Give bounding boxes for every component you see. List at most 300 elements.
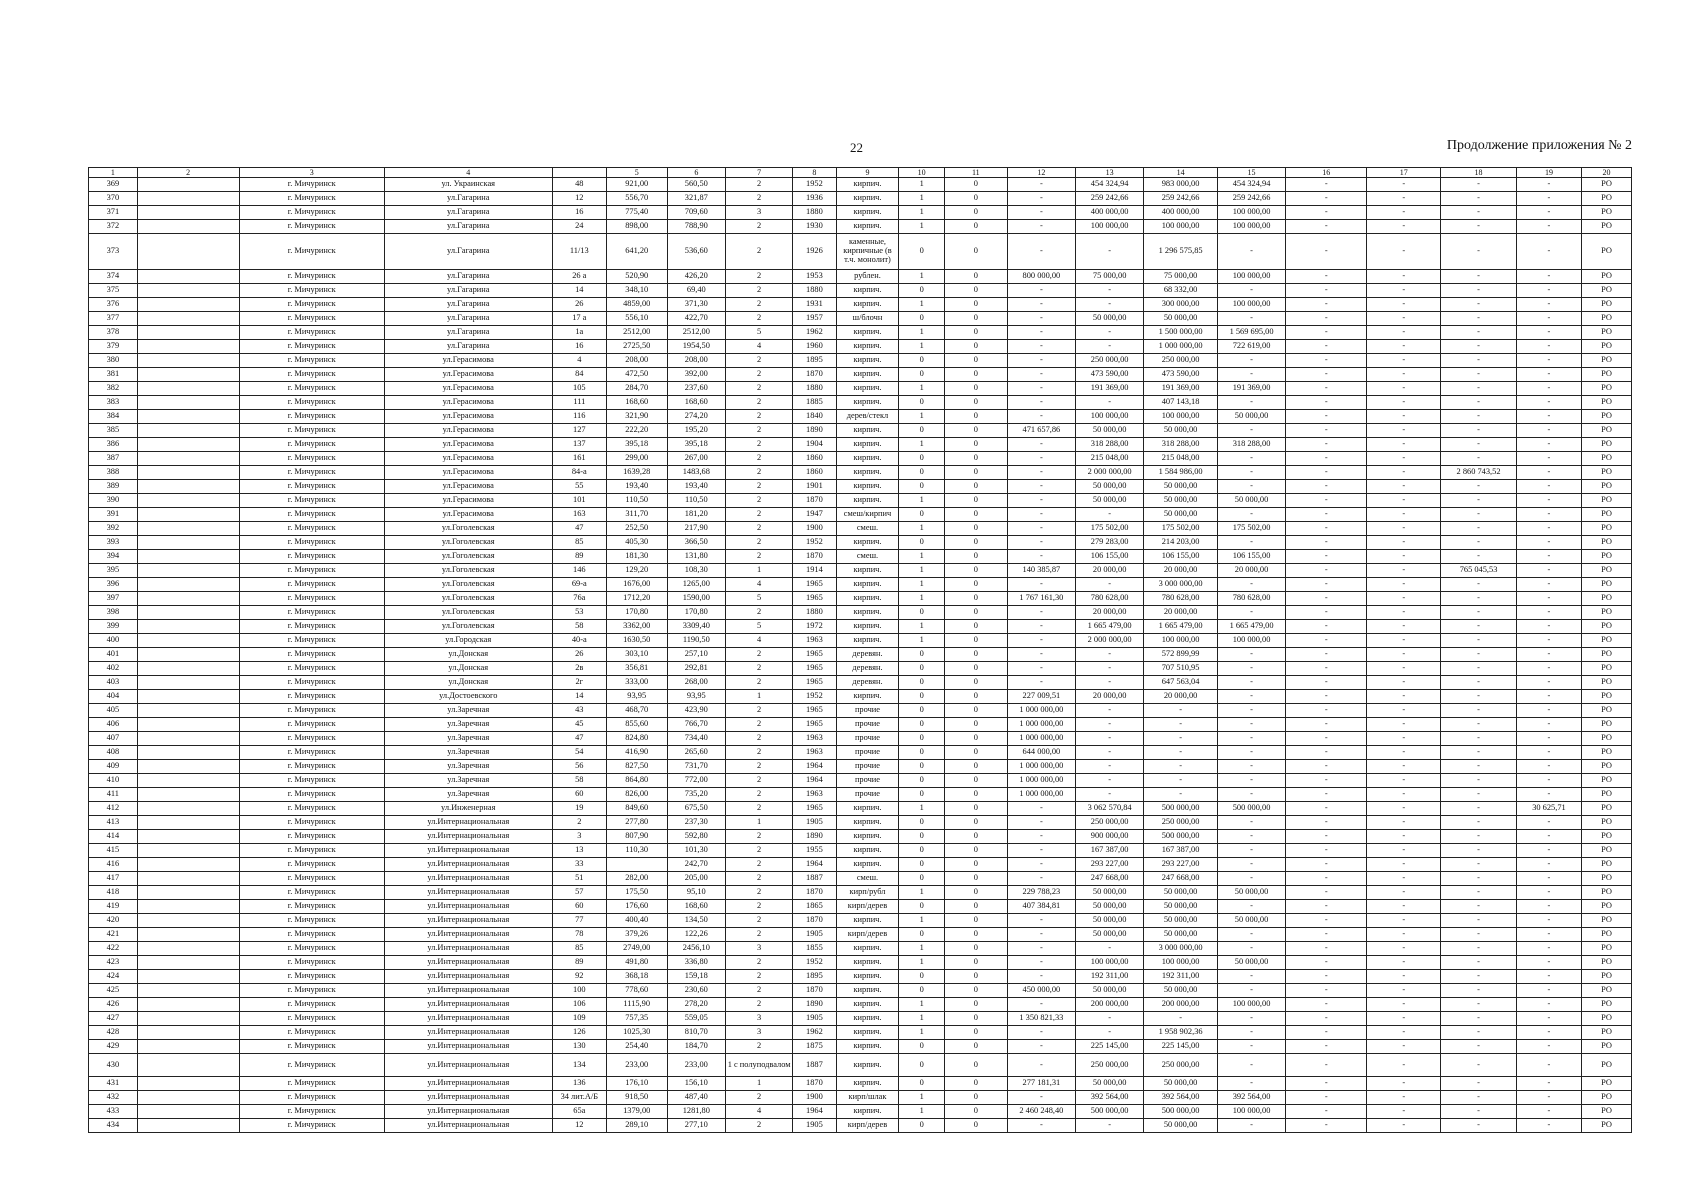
table-cell: 242,70 <box>667 858 726 872</box>
table-row <box>89 438 1632 452</box>
table-cell: 50 000,00 <box>1076 886 1144 900</box>
table-cell: 810,70 <box>667 1026 726 1040</box>
table-cell: кирпич. <box>836 816 899 830</box>
table-cell: г. Мичуринск <box>239 998 384 1012</box>
table-cell: - <box>1217 788 1285 802</box>
table-cell: 374 <box>89 270 138 284</box>
table-cell: 282,00 <box>606 872 667 886</box>
table-cell: - <box>1367 578 1441 592</box>
table-cell: 217,90 <box>667 522 726 536</box>
table-cell: 175 502,00 <box>1144 522 1218 536</box>
table-cell: 0 <box>944 914 1007 928</box>
table-cell: 849,60 <box>606 802 667 816</box>
table-cell: кирпич. <box>836 970 899 984</box>
table-cell: - <box>1076 774 1144 788</box>
table-cell: - <box>1286 998 1367 1012</box>
table-cell <box>137 424 239 438</box>
table-cell: - <box>1441 648 1517 662</box>
table-cell: - <box>1286 788 1367 802</box>
table-cell: - <box>1516 676 1581 690</box>
table-cell: 69-а <box>552 578 606 592</box>
table-cell: 1483,68 <box>667 466 726 480</box>
table-cell: ул. Украинская <box>384 178 552 192</box>
table-cell: - <box>1144 760 1218 774</box>
table-cell: 20 000,00 <box>1144 690 1218 704</box>
table-cell: - <box>1441 998 1517 1012</box>
table-cell: - <box>1516 578 1581 592</box>
table-cell: 75 000,00 <box>1144 270 1218 284</box>
table-cell: 0 <box>944 1012 1007 1026</box>
table-cell: 731,70 <box>667 760 726 774</box>
table-cell: 5 <box>726 592 793 606</box>
table-row <box>89 984 1632 998</box>
table-cell: 827,50 <box>606 760 667 774</box>
table-cell: 122,26 <box>667 928 726 942</box>
table-cell: 0 <box>944 844 1007 858</box>
table-cell: 54 <box>552 746 606 760</box>
table-cell: 3 000 000,00 <box>1144 578 1218 592</box>
table-cell: 400 000,00 <box>1144 206 1218 220</box>
table-cell: 93,95 <box>606 690 667 704</box>
table-cell: 167 387,00 <box>1076 844 1144 858</box>
table-cell: 1025,30 <box>606 1026 667 1040</box>
table-row <box>89 606 1632 620</box>
table-cell: - <box>1516 858 1581 872</box>
table-cell: 2 <box>726 956 793 970</box>
table-cell: 0 <box>944 220 1007 234</box>
table-cell: - <box>1441 984 1517 998</box>
table-cell: г. Мичуринск <box>239 592 384 606</box>
table-cell: 230,60 <box>667 984 726 998</box>
table-cell: 0 <box>944 956 1007 970</box>
table-cell: кирпич. <box>836 802 899 816</box>
table-cell: - <box>1367 732 1441 746</box>
table-cell: - <box>1286 564 1367 578</box>
table-cell: 101,30 <box>667 844 726 858</box>
table-cell: 0 <box>944 466 1007 480</box>
table-cell: РО <box>1581 592 1631 606</box>
table-cell: 1952 <box>793 178 836 192</box>
table-cell: 47 <box>552 522 606 536</box>
table-cell: 1 <box>899 1012 945 1026</box>
table-cell: 1 350 821,33 <box>1007 1012 1075 1026</box>
table-cell: 100 000,00 <box>1217 220 1285 234</box>
table-cell: 2456,10 <box>667 942 726 956</box>
table-cell: 11/13 <box>552 234 606 270</box>
table-cell: ул.Гагарина <box>384 284 552 298</box>
table-cell <box>137 1012 239 1026</box>
table-cell: 106 155,00 <box>1144 550 1218 564</box>
table-cell: 378 <box>89 326 138 340</box>
table-cell: 426,20 <box>667 270 726 284</box>
table-cell: 1901 <box>793 480 836 494</box>
table-cell: 487,40 <box>667 1091 726 1105</box>
table-cell: - <box>1286 872 1367 886</box>
table-cell: - <box>1286 886 1367 900</box>
table-cell: - <box>1516 452 1581 466</box>
table-cell: 1 000 000,00 <box>1007 718 1075 732</box>
table-cell: 1964 <box>793 760 836 774</box>
table-cell: 170,80 <box>606 606 667 620</box>
table-cell: - <box>1286 550 1367 564</box>
table-cell: РО <box>1581 270 1631 284</box>
table-cell: 110,50 <box>606 494 667 508</box>
table-cell: 1 <box>899 802 945 816</box>
table-cell <box>137 1091 239 1105</box>
table-cell: ул.Герасимова <box>384 424 552 438</box>
table-cell: РО <box>1581 536 1631 550</box>
table-cell <box>137 192 239 206</box>
table-cell: 2749,00 <box>606 942 667 956</box>
table-cell: 0 <box>899 1119 945 1133</box>
table-cell: 0 <box>944 410 1007 424</box>
table-cell: ул.Герасимова <box>384 494 552 508</box>
table-cell: 1965 <box>793 802 836 816</box>
table-cell: 772,00 <box>667 774 726 788</box>
table-cell: г. Мичуринск <box>239 480 384 494</box>
table-cell: 675,50 <box>667 802 726 816</box>
table-cell: - <box>1076 718 1144 732</box>
table-cell: ул.Донская <box>384 676 552 690</box>
table-cell: 192 311,00 <box>1144 970 1218 984</box>
table-cell: 1900 <box>793 1091 836 1105</box>
table-cell: 1630,50 <box>606 634 667 648</box>
table-cell: РО <box>1581 942 1631 956</box>
table-cell: 1887 <box>793 1054 836 1077</box>
table-cell: г. Мичуринск <box>239 872 384 886</box>
table-cell: 1962 <box>793 1026 836 1040</box>
table-cell: 644 000,00 <box>1007 746 1075 760</box>
table-cell: - <box>1367 424 1441 438</box>
table-cell: - <box>1441 844 1517 858</box>
table-cell: 20 000,00 <box>1076 606 1144 620</box>
table-cell: 0 <box>944 900 1007 914</box>
table-cell: 110,50 <box>667 494 726 508</box>
table-cell: 1 000 000,00 <box>1007 774 1075 788</box>
table-cell: 2 <box>726 270 793 284</box>
table-cell: 376 <box>89 298 138 312</box>
table-cell: 0 <box>899 788 945 802</box>
table-cell: 368,18 <box>606 970 667 984</box>
table-cell: - <box>1441 270 1517 284</box>
table-cell: г. Мичуринск <box>239 396 384 410</box>
table-cell: 3 <box>726 1012 793 1026</box>
table-row <box>89 620 1632 634</box>
table-cell: - <box>1441 746 1517 760</box>
table-cell: 375 <box>89 284 138 298</box>
table-cell: РО <box>1581 564 1631 578</box>
table-cell: - <box>1516 718 1581 732</box>
table-cell: - <box>1441 220 1517 234</box>
table-cell: - <box>1144 704 1218 718</box>
table-cell: - <box>1516 340 1581 354</box>
table-cell: РО <box>1581 326 1631 340</box>
table-cell: РО <box>1581 956 1631 970</box>
table-cell: г. Мичуринск <box>239 676 384 690</box>
table-cell: 50 000,00 <box>1076 312 1144 326</box>
table-cell: 1965 <box>793 676 836 690</box>
table-cell: 175,50 <box>606 886 667 900</box>
table-cell: г. Мичуринск <box>239 550 384 564</box>
table-cell: - <box>1441 914 1517 928</box>
table-cell: 0 <box>899 858 945 872</box>
table-cell: РО <box>1581 192 1631 206</box>
table-cell: 414 <box>89 830 138 844</box>
table-cell <box>137 928 239 942</box>
table-cell: 2 <box>726 704 793 718</box>
table-cell: 50 000,00 <box>1076 900 1144 914</box>
table-cell: 2 <box>726 550 793 564</box>
table-cell: - <box>1367 886 1441 900</box>
table-cell: 1 <box>899 494 945 508</box>
table-cell: 50 000,00 <box>1144 914 1218 928</box>
table-cell: 450 000,00 <box>1007 984 1075 998</box>
table-cell: ул.Донская <box>384 648 552 662</box>
table-cell: 1 <box>899 382 945 396</box>
table-row <box>89 830 1632 844</box>
table-cell: г. Мичуринск <box>239 368 384 382</box>
table-cell: ул.Интернациональная <box>384 970 552 984</box>
table-cell: г. Мичуринск <box>239 340 384 354</box>
table-cell: г. Мичуринск <box>239 914 384 928</box>
table-cell: РО <box>1581 1026 1631 1040</box>
table-cell: 233,00 <box>606 1054 667 1077</box>
table-cell: - <box>1007 234 1075 270</box>
table-cell: 560,50 <box>667 178 726 192</box>
table-cell: кирпич. <box>836 984 899 998</box>
table-cell: ул.Интернациональная <box>384 844 552 858</box>
table-cell: кирпич. <box>836 192 899 206</box>
table-cell: 1 с полуподвалом <box>726 1054 793 1077</box>
table-cell: кирпич. <box>836 564 899 578</box>
table-cell: РО <box>1581 914 1631 928</box>
table-cell: 0 <box>944 206 1007 220</box>
table-cell: 428 <box>89 1026 138 1040</box>
table-cell: 250 000,00 <box>1076 354 1144 368</box>
table-cell: - <box>1217 690 1285 704</box>
table-cell: - <box>1217 354 1285 368</box>
table-cell: 1 <box>899 192 945 206</box>
table-cell: смеш/кирпич <box>836 508 899 522</box>
table-cell: 65а <box>552 1105 606 1119</box>
table-cell: 371,30 <box>667 298 726 312</box>
table-cell: 4 <box>726 340 793 354</box>
table-cell: 1712,20 <box>606 592 667 606</box>
table-cell: 13 <box>552 844 606 858</box>
table-cell: - <box>1076 662 1144 676</box>
table-cell: 2725,50 <box>606 340 667 354</box>
table-cell: 89 <box>552 550 606 564</box>
table-cell: 0 <box>899 508 945 522</box>
table-cell: деревян. <box>836 648 899 662</box>
table-row <box>89 382 1632 396</box>
table-cell: дерев/стекл <box>836 410 899 424</box>
table-cell: - <box>1516 942 1581 956</box>
table-cell: 0 <box>944 606 1007 620</box>
table-cell: 0 <box>944 550 1007 564</box>
table-cell: - <box>1217 662 1285 676</box>
table-cell: 0 <box>944 284 1007 298</box>
table-cell: - <box>1367 550 1441 564</box>
table-cell: кирпич. <box>836 382 899 396</box>
table-cell: 50 000,00 <box>1076 928 1144 942</box>
table-cell: РО <box>1581 648 1631 662</box>
table-cell: - <box>1217 606 1285 620</box>
table-cell: - <box>1441 522 1517 536</box>
table-cell <box>137 970 239 984</box>
table-cell: 277,10 <box>667 1119 726 1133</box>
table-cell: РО <box>1581 1105 1631 1119</box>
table-cell: г. Мичуринск <box>239 746 384 760</box>
table-cell: 50 000,00 <box>1144 984 1218 998</box>
table-cell: 422,70 <box>667 312 726 326</box>
table-cell: - <box>1367 1040 1441 1054</box>
table-cell: ул.Гоголевская <box>384 522 552 536</box>
table-cell: - <box>1441 788 1517 802</box>
table-cell: 0 <box>899 396 945 410</box>
table-cell: - <box>1441 676 1517 690</box>
table-cell: РО <box>1581 1012 1631 1026</box>
table-cell: - <box>1367 928 1441 942</box>
table-cell: РО <box>1581 676 1631 690</box>
table-cell: 0 <box>899 662 945 676</box>
table-cell: 78 <box>552 928 606 942</box>
table-cell: 2 <box>726 368 793 382</box>
table-cell: 0 <box>944 592 1007 606</box>
table-row <box>89 536 1632 550</box>
table-cell: г. Мичуринск <box>239 1054 384 1077</box>
table-cell: 2 <box>726 424 793 438</box>
table-cell: 2 <box>726 662 793 676</box>
table-cell: 0 <box>944 1026 1007 1040</box>
table-cell: - <box>1367 984 1441 998</box>
table-cell: 2 <box>726 494 793 508</box>
table-cell: 1947 <box>793 508 836 522</box>
table-cell: 780 628,00 <box>1076 592 1144 606</box>
table-cell: 430 <box>89 1054 138 1077</box>
table-cell <box>137 270 239 284</box>
table-cell: - <box>1441 606 1517 620</box>
table-cell: РО <box>1581 1077 1631 1091</box>
table-cell: г. Мичуринск <box>239 760 384 774</box>
table-cell: 100 000,00 <box>1217 1105 1285 1119</box>
column-header: 14 <box>1144 168 1218 178</box>
table-cell: 407 384,81 <box>1007 900 1075 914</box>
table-cell: 370 <box>89 192 138 206</box>
table-cell: - <box>1516 984 1581 998</box>
table-cell: РО <box>1581 178 1631 192</box>
table-cell: РО <box>1581 816 1631 830</box>
table-cell: 237,30 <box>667 816 726 830</box>
table-cell: 1880 <box>793 284 836 298</box>
table-cell: - <box>1516 872 1581 886</box>
table-cell: 1930 <box>793 220 836 234</box>
table-cell: 389 <box>89 480 138 494</box>
table-cell: 900 000,00 <box>1076 830 1144 844</box>
table-cell: - <box>1007 816 1075 830</box>
table-cell: 454 324,94 <box>1076 178 1144 192</box>
table-cell: 0 <box>944 732 1007 746</box>
table-cell <box>137 1026 239 1040</box>
table-cell: - <box>1007 998 1075 1012</box>
table-cell: 50 000,00 <box>1076 1077 1144 1091</box>
table-cell: 1870 <box>793 1077 836 1091</box>
table-cell <box>137 802 239 816</box>
table-cell: г. Мичуринск <box>239 578 384 592</box>
table-cell: кирпич. <box>836 206 899 220</box>
table-cell: - <box>1516 536 1581 550</box>
table-cell: 780 628,00 <box>1144 592 1218 606</box>
table-cell: 100 <box>552 984 606 998</box>
table-cell: 824,80 <box>606 732 667 746</box>
table-cell: кирпич. <box>836 396 899 410</box>
table-cell: 421 <box>89 928 138 942</box>
table-cell: ул.Гагарина <box>384 312 552 326</box>
table-cell: 0 <box>944 662 1007 676</box>
table-cell: РО <box>1581 746 1631 760</box>
table-cell: 3 <box>726 1026 793 1040</box>
table-cell: - <box>1217 578 1285 592</box>
table-cell: кирп/шлак <box>836 1091 899 1105</box>
table-cell: - <box>1367 1119 1441 1133</box>
table-cell: - <box>1007 508 1075 522</box>
table-row <box>89 970 1632 984</box>
table-cell: 387 <box>89 452 138 466</box>
table-cell: РО <box>1581 970 1631 984</box>
table-cell <box>137 942 239 956</box>
table-cell: - <box>1367 760 1441 774</box>
table-cell: - <box>1007 178 1075 192</box>
table-cell: 1 <box>899 956 945 970</box>
table-cell: 146 <box>552 564 606 578</box>
table-cell: - <box>1007 914 1075 928</box>
table-cell: - <box>1007 340 1075 354</box>
table-cell: 106 <box>552 998 606 1012</box>
table-cell: - <box>1217 732 1285 746</box>
table-cell: 1963 <box>793 634 836 648</box>
table-cell: ул.Гоголевская <box>384 550 552 564</box>
table-cell: РО <box>1581 494 1631 508</box>
table-cell <box>137 830 239 844</box>
table-cell: ул.Интернациональная <box>384 956 552 970</box>
table-cell: - <box>1367 452 1441 466</box>
table-cell: 1 <box>899 178 945 192</box>
table-cell: 1965 <box>793 648 836 662</box>
table-cell: 318 288,00 <box>1144 438 1218 452</box>
table-cell: РО <box>1581 1040 1631 1054</box>
table-cell: 191 369,00 <box>1076 382 1144 396</box>
table-cell: 0 <box>944 270 1007 284</box>
table-cell: 400 <box>89 634 138 648</box>
table-cell: 50 000,00 <box>1144 494 1218 508</box>
table-cell: - <box>1286 634 1367 648</box>
table-cell: 2 <box>726 354 793 368</box>
table-cell: 100 000,00 <box>1217 206 1285 220</box>
table-row <box>89 746 1632 760</box>
table-cell: - <box>1076 1012 1144 1026</box>
table-cell: - <box>1286 368 1367 382</box>
table-cell: - <box>1441 206 1517 220</box>
table-cell: 299,00 <box>606 452 667 466</box>
table-cell: - <box>1367 942 1441 956</box>
table-cell: - <box>1441 354 1517 368</box>
table-cell: 722 619,00 <box>1217 340 1285 354</box>
table-cell: - <box>1516 382 1581 396</box>
table-cell: - <box>1217 1012 1285 1026</box>
table-cell: 2 <box>726 984 793 998</box>
table-cell: 26 а <box>552 270 606 284</box>
table-cell: ул.Интернациональная <box>384 1091 552 1105</box>
